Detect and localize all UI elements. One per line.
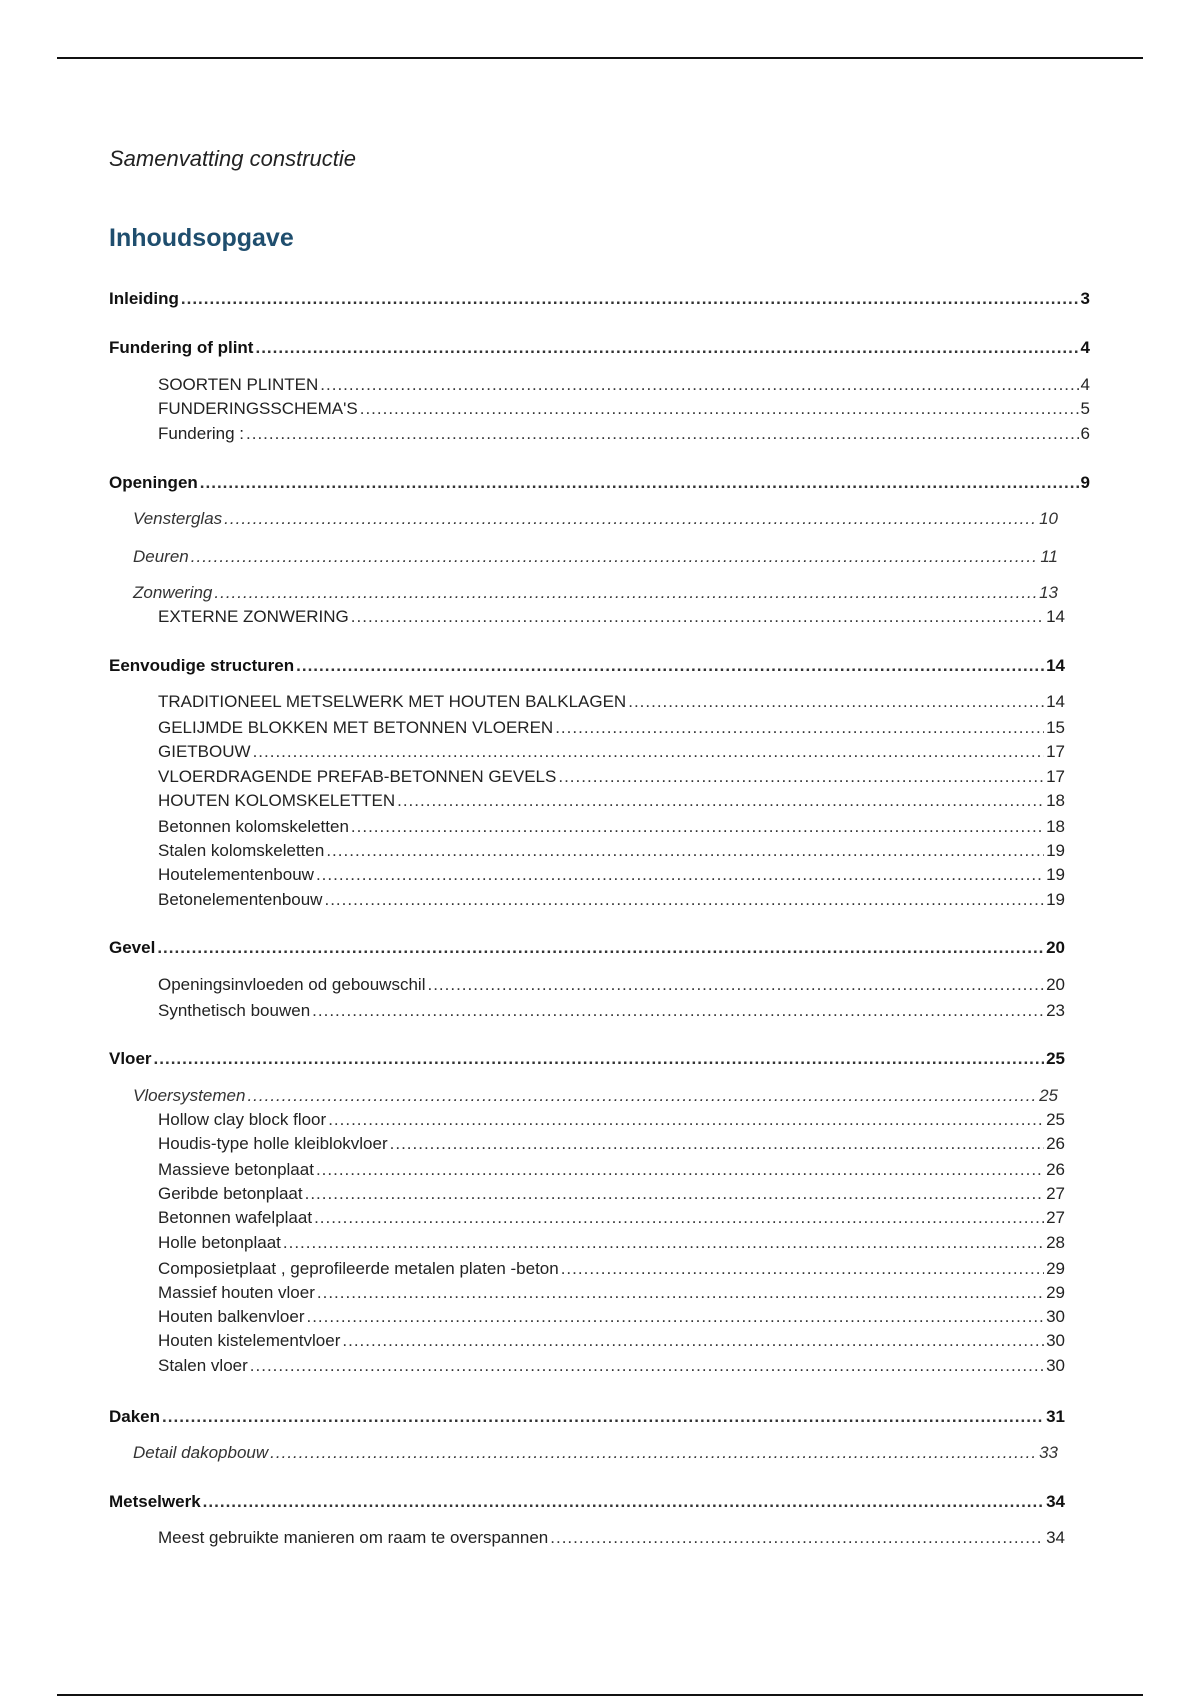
toc-entry-daken[interactable] [109, 1406, 1065, 1428]
toc-entry-gietbouw[interactable] [158, 741, 1065, 763]
toc-entry-hollow-clay-block-floor[interactable] [158, 1109, 1065, 1131]
header-rule [57, 57, 1143, 59]
toc-entry-stalen-kolomskeletten[interactable] [158, 840, 1065, 862]
dot-leader [550, 1527, 1044, 1549]
toc-entry-page: 14 [1046, 607, 1065, 626]
toc-entry-fundering[interactable] [158, 423, 1090, 445]
toc-entry-label: Stalen vloer [158, 1356, 248, 1375]
dot-leader [191, 546, 1039, 568]
toc-entry-page: 13 [1039, 583, 1058, 602]
toc-entry-zonwering[interactable] [133, 582, 1058, 604]
toc-entry-externe-zonwering[interactable] [158, 606, 1065, 628]
toc-entry-page: 25 [1046, 1049, 1065, 1068]
toc-entry-page: 26 [1046, 1134, 1065, 1153]
toc-entry-label: Meest gebruikte manieren om raam te overspannen [158, 1528, 549, 1547]
toc-entry-page: 34 [1046, 1528, 1065, 1547]
document-header: Samenvatting constructie [109, 146, 357, 171]
dot-leader [320, 374, 1078, 396]
toc-entry-betonnen-wafelplaat[interactable] [158, 1207, 1065, 1229]
dot-leader [296, 655, 1044, 677]
toc-entry-page: 25 [1039, 1086, 1058, 1105]
toc-entry-deuren[interactable] [133, 546, 1058, 568]
toc-entry-label: HOUTEN KOLOMSKELETTEN [158, 791, 396, 810]
dot-leader [561, 1258, 1044, 1280]
toc-entry-label: Betonnen wafelplaat [158, 1208, 313, 1227]
toc-entry-page: 20 [1046, 938, 1065, 957]
dot-leader [224, 508, 1037, 530]
toc-entry-traditioneel-metselwerk[interactable] [158, 691, 1065, 713]
toc-entry-massieve-betonplaat[interactable] [158, 1159, 1065, 1181]
toc-entry-label: Houten kistelementvloer [158, 1331, 341, 1350]
dot-leader [328, 1109, 1044, 1131]
dot-leader [246, 423, 1079, 445]
toc-entry-label: Fundering : [158, 424, 244, 443]
toc-entry-vloer[interactable] [109, 1048, 1065, 1070]
toc-entry-label: Holle betonplaat [158, 1233, 281, 1252]
toc-entry-page: 29 [1046, 1259, 1065, 1278]
toc-entry-page: 17 [1046, 742, 1065, 761]
dot-leader [255, 337, 1078, 359]
toc-entry-page: 14 [1046, 692, 1065, 711]
dot-leader [162, 1406, 1044, 1428]
toc-entry-label: Detail dakopbouw [133, 1443, 269, 1462]
dot-leader [214, 582, 1037, 604]
toc-entry-label: Vensterglas [133, 509, 223, 528]
dot-leader [312, 1000, 1044, 1022]
toc-entry-label: Betonelementenbouw [158, 890, 323, 909]
dot-leader [314, 1207, 1044, 1229]
toc-entry-houdis-type[interactable] [158, 1133, 1065, 1155]
toc-entry-houten-balkenvloer[interactable] [158, 1306, 1065, 1328]
dot-leader [316, 864, 1044, 886]
toc-entry-houten-kolomskeletten[interactable] [158, 790, 1065, 812]
toc-entry-label: Metselwerk [109, 1492, 201, 1511]
dot-leader [270, 1442, 1037, 1464]
dot-leader [351, 606, 1044, 628]
toc-entry-label: Deuren [133, 547, 189, 566]
toc-entry-vloersystemen[interactable] [133, 1085, 1058, 1107]
toc-entry-betonnen-kolomskeletten[interactable] [158, 816, 1065, 838]
toc-entry-soorten-plinten[interactable] [158, 374, 1090, 396]
toc-entry-page: 10 [1039, 509, 1058, 528]
dot-leader [253, 741, 1045, 763]
toc-entry-inleiding[interactable] [109, 288, 1090, 310]
toc-entry-label: Houten balkenvloer [158, 1307, 305, 1326]
toc-entry-label: Massief houten vloer [158, 1283, 315, 1302]
toc-entry-geribde-betonplaat[interactable] [158, 1183, 1065, 1205]
toc-entry-houten-kistelementvloer[interactable] [158, 1330, 1065, 1352]
toc-entry-page: 30 [1046, 1331, 1065, 1350]
dot-leader [203, 1491, 1044, 1513]
toc-entry-page: 11 [1040, 547, 1058, 566]
dot-leader [200, 472, 1079, 494]
toc-entry-label: Betonnen kolomskeletten [158, 817, 349, 836]
toc-entry-label: Vloer [109, 1049, 152, 1068]
toc-entry-label: Stalen kolomskeletten [158, 841, 325, 860]
dot-leader [427, 974, 1044, 996]
toc-entry-page: 18 [1046, 791, 1065, 810]
toc-entry-page: 27 [1046, 1184, 1065, 1203]
toc-entry-label: Vloersystemen [133, 1086, 246, 1105]
toc-entry-page: 9 [1080, 473, 1090, 492]
toc-entry-page: 19 [1046, 841, 1065, 860]
toc-entry-houtelementenbouw[interactable] [158, 864, 1065, 886]
toc-entry-label: Hollow clay block floor [158, 1110, 327, 1129]
toc-entry-page: 20 [1046, 975, 1065, 994]
toc-entry-label: Daken [109, 1407, 161, 1426]
toc-entry-page: 23 [1046, 1001, 1065, 1020]
toc-entry-page: 19 [1046, 865, 1065, 884]
toc-entry-gevel[interactable] [109, 937, 1065, 959]
toc-entry-label: Composietplaat , geprofileerde metalen platen -beton [158, 1259, 559, 1278]
toc-entry-openingsinvloeden[interactable] [158, 974, 1065, 996]
toc-entry-page: 4 [1080, 375, 1090, 394]
toc-entry-metselwerk[interactable] [109, 1491, 1065, 1513]
toc-entry-page: 18 [1046, 817, 1065, 836]
toc-entry-detail-dakopbouw[interactable] [133, 1442, 1058, 1464]
toc-entry-page: 5 [1080, 399, 1090, 418]
toc-entry-page: 4 [1080, 338, 1090, 357]
toc-entry-page: 28 [1046, 1233, 1065, 1252]
toc-entry-label: TRADITIONEEL METSELWERK MET HOUTEN BALKLAGEN [158, 692, 627, 711]
toc-entry-page: 29 [1046, 1283, 1065, 1302]
toc-entry-label: Massieve betonplaat [158, 1160, 314, 1179]
toc-entry-vensterglas[interactable] [133, 508, 1058, 530]
dot-leader [317, 1282, 1044, 1304]
dot-leader [326, 840, 1044, 862]
toc-entry-betonelementenbouw[interactable] [158, 889, 1065, 911]
toc-entry-page: 25 [1046, 1110, 1065, 1129]
toc-entry-label: Houdis-type holle kleiblokvloer [158, 1134, 388, 1153]
toc-entry-page: 30 [1046, 1307, 1065, 1326]
toc-entry-gelijmde-blokken[interactable] [158, 717, 1065, 739]
toc-title: Inhoudsopgave [109, 224, 294, 252]
dot-leader [154, 1048, 1045, 1070]
toc-entry-page: 31 [1046, 1407, 1065, 1426]
toc-entry-funderingsschemas[interactable] [158, 398, 1090, 420]
toc-entry-page: 33 [1039, 1443, 1058, 1462]
dot-leader [555, 717, 1044, 739]
dot-leader [558, 766, 1044, 788]
toc-entry-page: 19 [1046, 890, 1065, 909]
footer-rule [57, 1694, 1143, 1696]
dot-leader [157, 937, 1044, 959]
dot-leader [397, 790, 1044, 812]
toc-entry-label: Openingen [109, 473, 198, 492]
dot-leader [305, 1183, 1044, 1205]
toc-entry-page: 26 [1046, 1160, 1065, 1179]
dot-leader [360, 398, 1079, 420]
toc-entry-label: Houtelementenbouw [158, 865, 314, 884]
toc-entry-massief-houten-vloer[interactable] [158, 1282, 1065, 1304]
toc-entry-page: 14 [1046, 656, 1065, 675]
toc-entry-label: Gevel [109, 938, 156, 957]
dot-leader [390, 1133, 1044, 1155]
dot-leader [181, 288, 1079, 310]
toc-entry-page: 3 [1080, 289, 1090, 308]
toc-entry-eenvoudige-structuren[interactable] [109, 655, 1065, 677]
toc-entry-page: 15 [1046, 718, 1065, 737]
toc-entry-label: Geribde betonplaat [158, 1184, 303, 1203]
toc-entry-meest-gebruikte-manieren[interactable] [158, 1527, 1065, 1549]
toc-entry-label: GELIJMDE BLOKKEN MET BETONNEN VLOEREN [158, 718, 554, 737]
toc-entry-label: EXTERNE ZONWERING [158, 607, 349, 626]
toc-entry-synthetisch-bouwen[interactable] [158, 1000, 1065, 1022]
dot-leader [351, 816, 1044, 838]
dot-leader [628, 691, 1044, 713]
toc-entry-composietplaat[interactable] [158, 1258, 1065, 1280]
toc-entry-fundering-of-plint[interactable] [109, 337, 1090, 359]
dot-leader [283, 1232, 1044, 1254]
dot-leader [316, 1159, 1044, 1181]
toc-entry-page: 27 [1046, 1208, 1065, 1227]
toc-entry-label: VLOERDRAGENDE PREFAB-BETONNEN GEVELS [158, 767, 557, 786]
toc-entry-openingen[interactable] [109, 472, 1090, 494]
dot-leader [306, 1306, 1044, 1328]
toc-entry-vloerdragende-gevels[interactable] [158, 766, 1065, 788]
toc-entry-page: 6 [1080, 424, 1090, 443]
toc-entry-label: Eenvoudige structuren [109, 656, 295, 675]
toc-entry-label: Openingsinvloeden od gebouwschil [158, 975, 426, 994]
toc-entry-label: GIETBOUW [158, 742, 251, 761]
dot-leader [324, 889, 1044, 911]
dot-leader [342, 1330, 1044, 1352]
toc-entry-label: SOORTEN PLINTEN [158, 375, 319, 394]
toc-entry-page: 17 [1046, 767, 1065, 786]
dot-leader [247, 1085, 1037, 1107]
toc-entry-stalen-vloer[interactable] [158, 1355, 1065, 1377]
toc-entry-page: 30 [1046, 1356, 1065, 1375]
toc-entry-page: 34 [1046, 1492, 1065, 1511]
toc-entry-label: Zonwering [133, 583, 213, 602]
toc-entry-label: Fundering of plint [109, 338, 254, 357]
dot-leader [250, 1355, 1044, 1377]
toc-entry-label: Synthetisch bouwen [158, 1001, 311, 1020]
toc-entry-label: FUNDERINGSSCHEMA'S [158, 399, 358, 418]
toc-entry-holle-betonplaat[interactable] [158, 1232, 1065, 1254]
toc-entry-label: Inleiding [109, 289, 179, 308]
